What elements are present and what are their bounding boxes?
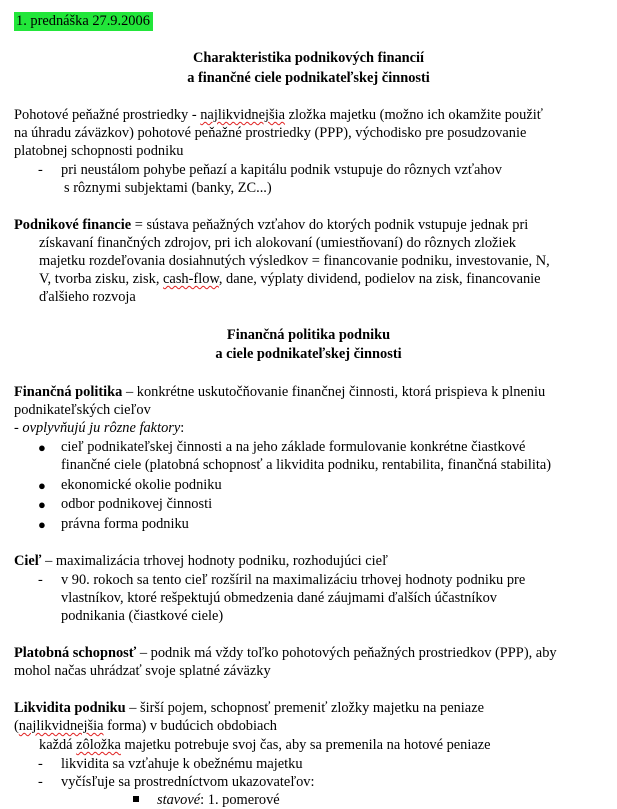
dash-marker: - (38, 572, 43, 588)
spellcheck-word: zôložka (76, 737, 121, 753)
sub-bullet-item: stavové: 1. pomerové (157, 792, 280, 808)
paragraph-line: V, tvorba zisku, zisk, cash-flow, dane, výplaty dividend, podielov na zisk, financovanie (39, 271, 541, 287)
term-financna-politika: Finančná politika (14, 384, 123, 400)
term-likvidita-podniku: Likvidita podniku (14, 700, 126, 716)
dash-item: pri neustálom pohybe peňazí a kapitálu podnik vstupuje do rôznych vzťahov (61, 162, 502, 178)
bullet-item: cieľ podnikateľskej činnosti a na jeho základe formulovanie konkrétne čiastkové (61, 439, 526, 455)
paragraph-line: získavaní finančných zdrojov, pri ich alokovaní (umiestňovaní) do rôznych zložiek (39, 235, 516, 251)
dash-marker: - (38, 774, 43, 790)
bullet-marker: ● (38, 517, 46, 532)
paragraph-line: na úhradu záväzkov) pohotové peňažné prostriedky (PPP), východisko pre posudzovanie (14, 125, 527, 141)
term-ciel: Cieľ (14, 553, 42, 569)
term-podnikove-financie: Podnikové financie (14, 217, 132, 233)
paragraph-line: Finančná politika – konkrétne uskutočňovanie finančnej činnosti, ktorá prispieva k plneniu (14, 384, 546, 400)
paragraph-line: Podnikové financie = sústava peňažných vzťahov do ktorých podnik vstupuje jednak pri (14, 217, 529, 233)
bullet-marker: ● (38, 440, 46, 455)
section-title-line2: a finančné ciele podnikateľskej činnosti (187, 70, 430, 86)
spellcheck-word: najlikvidnejšia (18, 718, 104, 734)
section-title-line1: Charakteristika podnikových financií (192, 50, 425, 66)
dash-item: vyčísľuje sa prostredníctvom ukazovateľov: (61, 774, 315, 790)
paragraph-line: každá zôložka majetku potrebuje svoj čas, aby sa premenila na hotové peniaze (39, 737, 491, 753)
bullet-item: právna forma podniku (61, 516, 189, 532)
dash-item-cont: podnikania (čiastkové ciele) (61, 608, 224, 624)
lecture-date-highlight: 1. prednáška 27.9.2006 (14, 12, 153, 31)
dash-item-cont: s rôznymi subjektami (banky, ZC...) (64, 180, 272, 196)
spellcheck-word: najlikvidnejšia (200, 107, 285, 123)
section-title-line2: a ciele podnikateľskej činnosti (215, 346, 402, 362)
paragraph-line: Pohotové peňažné prostriedky - najlikvidnejšia zložka majetku (možno ich okamžite použiť (14, 107, 543, 123)
dash-item-cont: vlastníkov, ktoré rešpektujú obmedzenia dané záujmami ďalších účastníkov (61, 590, 497, 606)
paragraph-line: Likvidita podniku – širší pojem, schopnosť premeniť zložky majetku na peniaze (14, 700, 484, 716)
bullet-item-cont: finančné ciele (platobná schopnosť a likvidita podniku, rentabilita, finančná stabilita) (61, 457, 552, 473)
bullet-item: odbor podnikovej činnosti (61, 496, 213, 512)
paragraph-line: (najlikvidnejšia forma) v budúcich obdobiach (14, 718, 277, 734)
dash-marker: - (38, 756, 43, 772)
bullet-marker: ● (38, 478, 46, 493)
paragraph-line: majetku rozdeľovania dosiahnutých výsledkov = financovanie podniku, investovanie, N, (39, 253, 550, 269)
dash-item: likvidita sa vzťahuje k obežnému majetku (61, 756, 303, 772)
section-title-line1: Finančná politika podniku (226, 327, 391, 343)
bullet-marker: ● (38, 497, 46, 512)
paragraph-line: platobnej schopnosti podniku (14, 143, 184, 159)
paragraph-line: Platobná schopnosť – podnik má vždy toľko pohotových peňažných prostriedkov (PPP), aby (14, 645, 557, 661)
paragraph-line: podnikateľských cieľov (14, 402, 151, 418)
bullet-item: ekonomické okolie podniku (61, 477, 222, 493)
dash-item: v 90. rokoch sa tento cieľ rozšíril na maximalizáciu trhovej hodnoty podniku pre (61, 572, 526, 588)
paragraph-line: mohol načas uhrádzať svoje splatné záväzky (14, 663, 271, 679)
paragraph-line: ďalšieho rozvoja (39, 289, 136, 305)
term-platobna-schopnost: Platobná schopnosť (14, 645, 137, 661)
spellcheck-word: cash-flow (163, 271, 219, 287)
paragraph-line: - ovplyvňujú ju rôzne faktory: (14, 420, 185, 436)
paragraph-line: Cieľ – maximalizácia trhovej hodnoty podniku, rozhodujúci cieľ (14, 553, 388, 569)
square-bullet-icon (133, 796, 139, 802)
dash-marker: - (38, 162, 43, 178)
